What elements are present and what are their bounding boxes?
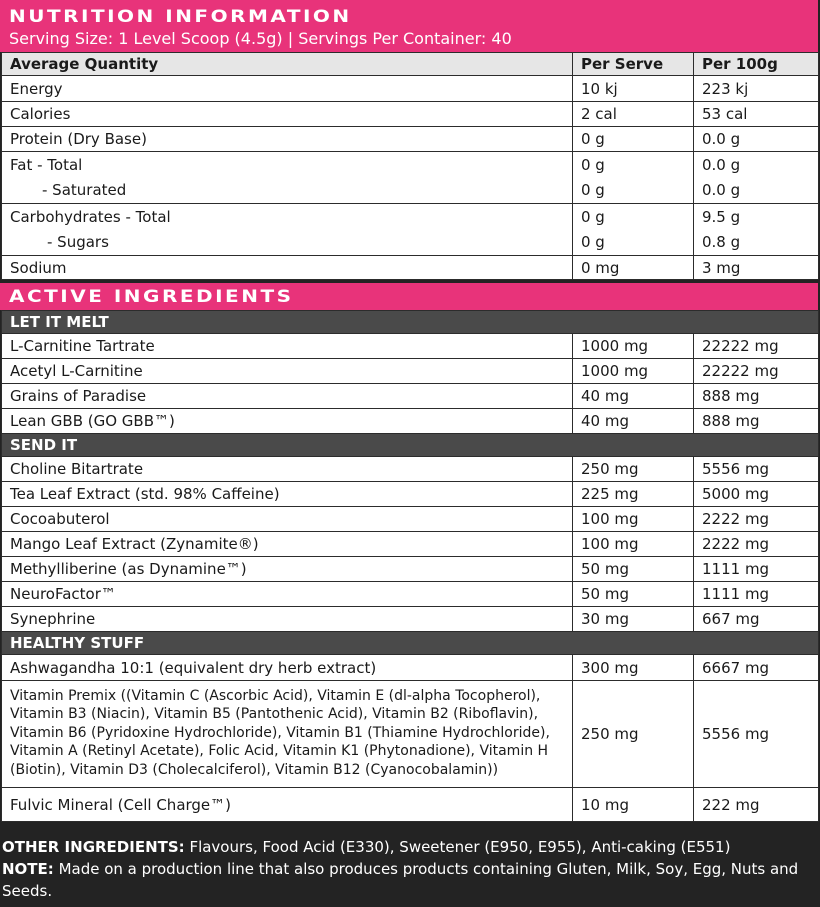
per-serve-value: 0 g	[573, 204, 694, 230]
table-row	[2, 384, 819, 409]
per-serve-value: 10 mg	[573, 788, 694, 822]
other-ingredients	[2, 836, 814, 858]
per-serve-value: 50 mg	[573, 557, 694, 582]
nutrient-name: Carbohydrates - Total	[2, 204, 573, 230]
per-100g-value: 22222 mg	[694, 359, 819, 384]
section-header-let-it-melt	[2, 311, 819, 334]
header-per-serve: Per Serve	[573, 53, 694, 76]
per-100g-value: 5556 mg	[694, 457, 819, 482]
ingredient-name: Ashwagandha 10:1 (equivalent dry herb extract)	[2, 655, 573, 681]
ingredient-name: Fulvic Mineral (Cell Charge™)	[2, 788, 573, 822]
per-100g-value: 0.0 g	[694, 178, 819, 204]
table-row	[2, 334, 819, 359]
table-row	[2, 532, 819, 557]
header-per-100g: Per 100g	[694, 53, 819, 76]
table-row	[2, 256, 819, 280]
per-serve-value: 1000 mg	[573, 359, 694, 384]
per-100g-value: 1111 mg	[694, 582, 819, 607]
per-100g-value: 667 mg	[694, 607, 819, 632]
ingredient-name: L-Carnitine Tartrate	[2, 334, 573, 359]
section-title: LET IT MELT	[2, 311, 819, 334]
per-100g-value: 0.0 g	[694, 127, 819, 152]
table-row	[2, 204, 819, 230]
per-100g-value: 9.5 g	[694, 204, 819, 230]
ingredient-name: Cocoabuterol	[2, 507, 573, 532]
per-100g-value: 1111 mg	[694, 557, 819, 582]
per-100g-value: 2222 mg	[694, 507, 819, 532]
ingredient-name: Tea Leaf Extract (std. 98% Caffeine)	[2, 482, 573, 507]
ingredient-name: Grains of Paradise	[2, 384, 573, 409]
table-row	[2, 76, 819, 102]
table-row	[2, 102, 819, 127]
per-serve-value: 100 mg	[573, 507, 694, 532]
other-ingredients-text: Flavours, Food Acid (E330), Sweetener (E950, E955), Anti-caking (E551)	[184, 838, 731, 856]
per-serve-value: 300 mg	[573, 655, 694, 681]
ingredient-name: Acetyl L-Carnitine	[2, 359, 573, 384]
active-ingredients-bar	[0, 283, 818, 310]
footer-notes	[2, 836, 814, 902]
ingredient-name: Synephrine	[2, 607, 573, 632]
table-row	[2, 178, 819, 204]
per-100g-value: 223 kj	[694, 76, 819, 102]
nutrient-name: Calories	[2, 102, 573, 127]
per-100g-value: 888 mg	[694, 384, 819, 409]
nutrient-name: Fat - Total	[2, 152, 573, 178]
ingredient-name: Methylliberine (as Dynamine™)	[2, 557, 573, 582]
table-row	[2, 582, 819, 607]
per-serve-value: 250 mg	[573, 457, 694, 482]
per-100g-value: 2222 mg	[694, 532, 819, 557]
other-ingredients-label: OTHER INGREDIENTS:	[2, 838, 185, 856]
ingredient-name: Mango Leaf Extract (Zynamite®)	[2, 532, 573, 557]
per-serve-value: 1000 mg	[573, 334, 694, 359]
table-row	[2, 359, 819, 384]
nutrient-name: Energy	[2, 76, 573, 102]
per-serve-value: 100 mg	[573, 532, 694, 557]
per-100g-value: 0.8 g	[694, 230, 819, 256]
table-row	[2, 482, 819, 507]
table-row	[2, 457, 819, 482]
nutrient-name: - Saturated	[2, 178, 573, 204]
table-row	[2, 607, 819, 632]
table-row	[2, 230, 819, 256]
nutrition-header-row	[2, 53, 819, 76]
production-note	[2, 858, 814, 902]
per-serve-value: 250 mg	[573, 681, 694, 788]
nutrient-name: - Sugars	[2, 230, 573, 256]
per-100g-value: 888 mg	[694, 409, 819, 434]
ingredient-name: NeuroFactor™	[2, 582, 573, 607]
ingredient-name: Vitamin Premix ((Vitamin C (Ascorbic Acid), Vitamin E (dl-alpha Tocopherol), Vitamin B3 (Niacin), Vitamin B5 (Pantothenic Acid), Vitamin B2 (Riboflavin), Vitamin B6 (Pyridoxine Hydrochloride), Vitamin B1 (Thiamine Hydrochloride), Vitamin A (Retinyl Acetate), Folic Acid, Vitamin K1 (Phytonadione), Vitamin H (Biotin), Vitamin D3 (Cholecalciferol), Vitamin B12 (Cyanocobalamin))	[2, 681, 573, 788]
per-serve-value: 0 mg	[573, 256, 694, 280]
section-header-healthy-stuff	[2, 632, 819, 655]
per-serve-value: 40 mg	[573, 384, 694, 409]
per-100g-value: 5000 mg	[694, 482, 819, 507]
per-100g-value: 0.0 g	[694, 152, 819, 178]
nutrition-title: NUTRITION INFORMATION	[9, 6, 352, 27]
per-serve-value: 0 g	[573, 152, 694, 178]
table-row	[2, 655, 819, 681]
per-serve-value: 30 mg	[573, 607, 694, 632]
note-text: Made on a production line that also produces products containing Gluten, Milk, Soy, Egg, Nuts and Seeds.	[2, 860, 799, 900]
per-100g-value: 53 cal	[694, 102, 819, 127]
per-100g-value: 5556 mg	[694, 681, 819, 788]
header-average-quantity: Average Quantity	[2, 53, 573, 76]
nutrition-title-bar	[0, 0, 818, 52]
nutrition-table	[1, 52, 819, 280]
table-row	[2, 681, 819, 788]
table-row	[2, 507, 819, 532]
per-serve-value: 0 g	[573, 178, 694, 204]
nutrient-name: Sodium	[2, 256, 573, 280]
per-100g-value: 22222 mg	[694, 334, 819, 359]
table-row	[2, 557, 819, 582]
active-ingredients-title: ACTIVE INGREDIENTS	[9, 286, 294, 307]
nutrient-name: Protein (Dry Base)	[2, 127, 573, 152]
per-serve-value: 225 mg	[573, 482, 694, 507]
ingredient-name: Choline Bitartrate	[2, 457, 573, 482]
table-row	[2, 788, 819, 822]
ingredient-name: Lean GBB (GO GBB™)	[2, 409, 573, 434]
serving-info: Serving Size: 1 Level Scoop (4.5g) | Servings Per Container: 40	[9, 29, 512, 48]
per-100g-value: 222 mg	[694, 788, 819, 822]
per-serve-value: 0 g	[573, 230, 694, 256]
note-label: NOTE:	[2, 860, 54, 878]
table-row	[2, 409, 819, 434]
per-serve-value: 2 cal	[573, 102, 694, 127]
per-100g-value: 6667 mg	[694, 655, 819, 681]
section-title: SEND IT	[2, 434, 819, 457]
table-row	[2, 127, 819, 152]
per-serve-value: 0 g	[573, 127, 694, 152]
section-header-send-it	[2, 434, 819, 457]
per-serve-value: 10 kj	[573, 76, 694, 102]
table-row	[2, 152, 819, 178]
active-ingredients-table	[1, 310, 819, 822]
per-serve-value: 50 mg	[573, 582, 694, 607]
section-title: HEALTHY STUFF	[2, 632, 819, 655]
per-serve-value: 40 mg	[573, 409, 694, 434]
per-100g-value: 3 mg	[694, 256, 819, 280]
